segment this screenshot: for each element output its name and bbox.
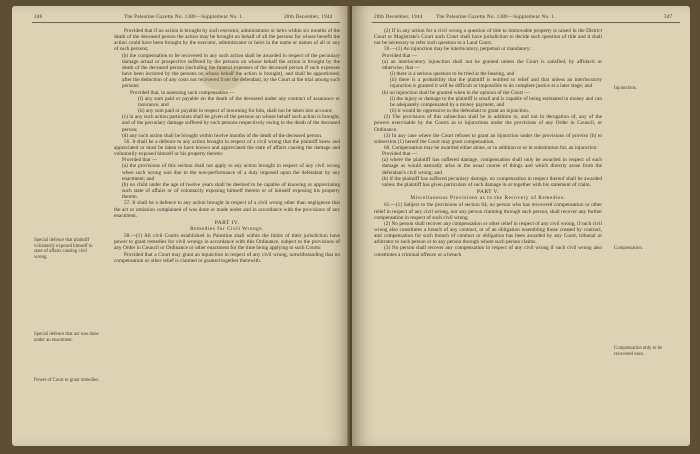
margin-note: Compensation. [614,246,643,251]
paragraph: (ii) there is a probability that the plaintiff is entitled to relief and that unless an interlocutory injunction is granted it will be difficult or impossible to do complete justice at a later stage; and [390,77,602,90]
paragraph: (a) where the plaintiff has suffered damage, compensation shall only be awarded in respect of such damage as would naturally arise in the usual course of things and which directly arose from the defendant's civil wrong; and [382,157,602,176]
paragraph: (2) The provisions of this subsection shall be in addition to, and not in derogation of, any of the powers exercisable by the Courts as to injunctions under the provisions of any Order in Council, or Ordinance. [374,114,602,133]
header-title-right: The Palestine Gazette No. 1380—Supplement No. 1. [436,14,556,20]
paragraph: 56. It shall be a defence to any action brought in respect of a civil wrong that the plaintiff knew and appreciated or must be taken to have known and appreciated the state of affairs causing the damage and voluntarily exposed himself or his property thereto: [114,138,340,158]
header-title-left: The Palestine Gazette No. 1380—Supplement No. 1. [124,14,244,20]
paragraph: 58.—(1) All civil Courts established in Palestine shall within the limits of their jurisdiction have power to grant remedies for civil wrongs in accordance with this Ordinance, subject to the provisions of any Order in Council or Ordinance or other enactment for the time being applying to such Courts: [114,233,340,252]
left-body-text [114,28,340,264]
right-body-text [374,28,602,258]
paragraph: 61.—(1) Subject to the provisions of section 64, no person who has recovered compensation or other relief in respect of any civil wrong, nor any person claiming through such person, shall recover any further compensation in respect of such civil wrong. [374,202,602,221]
paragraph: 57. It shall be a defence to any action brought in respect of a civil wrong other than negligence that the act or omission complained of was done or made under and in accordance with the provisions of any enactment. [114,200,340,219]
part-title: PART V. [476,189,500,196]
margin-note: Injunctions. [614,86,637,91]
header-rule-right [372,22,680,23]
paragraph: (b) no child under the age of twelve years shall be deemed to be capable of knowing or appreciating such state of affairs or of voluntarily exposing himself thereto or of himself exposing his property thereto. [122,181,340,201]
paragraph: Provided that — [382,52,418,59]
paragraph: Provided that, in assessing such compensation — [130,89,235,96]
paragraph: (2) If in any action for a civil wrong a question of title to immovable property is raised in the District Court or Magistrate's Court such Court shall have jurisdiction to decide such question of title and it shall not be necessary to refer such question to a Land Court. [374,28,602,47]
left-page [12,6,350,446]
right-page [352,6,690,446]
header-date-left: 28th December, 1944 [284,14,333,20]
paragraph: (a) an interlocutory injunction shall not be granted unless the Court is satisfied, by affidavit or otherwise, that — [382,58,602,71]
page-number-right: 347 [664,14,673,20]
paragraph: (b) the compensation to be recovered in any such action shall be awarded in respect of the pecuniary damage actual or prospective suffered by the persons on whose behalf the action is brought by the death of the deceased person (including the funeral expenses of the deceased person if such expenses have been incurred by the persons on whose behalf the action is brought), and shall be apportioned, after the deduction of any costs not recovered from the defendant, by the Court at the trial among such persons: [122,52,340,90]
part-subtitle: Miscellaneous Provisions as to the Recovery of Remedies. [410,195,566,202]
paragraph: (d) any such action shall be brought within twelve months of the death of the deceased person. [122,132,323,139]
header-date-right: 28th December, 1944 [374,14,423,20]
paragraph: (i) any sum paid or payable on the death of the deceased under any contract of assurance or insurance, and [138,95,340,108]
paragraph: 59.—(1) An injunction may be interlocutory, perpetual or mandatory: [384,46,532,53]
paragraph: Provided that a Court may grant an injunction in respect of any civil wrong, notwithstanding that no compensation or other relief is claimed or granted together therewith. [114,251,340,264]
paragraph: (3) No person shall recover any compensation in respect of any civil wrong if such civil wrong also constitutes a criminal offence or a breach [374,245,602,258]
paragraph: (ii) it would be oppressive to the defendant to grant an injunction. [390,108,530,115]
paragraph: (a) the provisions of this section shall not apply to any action brought in respect of any civil wrong when such wrong was due to the non-performance of a duty imposed upon the defendant by any enactment; and [122,163,340,182]
paragraph: (c) in any such action particulars shall be given of the persons on whose behalf such action is brought, and of the pecuniary damage suffered by such persons respectively owing to the death of the deceased person; [122,114,340,133]
part-subtitle: Remedies for Civil Wrongs. [190,226,264,232]
page-number-left: 346 [34,14,43,20]
paragraph: (i) the injury or damage to the plaintiff is small and is capable of being estimated in money and can be adequately compensated by a money payment, and [390,95,602,108]
page-stain [202,66,242,90]
margin-note: Special defence that act was done under an enactment. [34,332,99,343]
paragraph: (i) there is a serious question to be tried at the hearing, and [390,71,515,78]
paragraph: 60. Compensation may be awarded either alone, or in addition to or in substitution for, an injunction: [384,144,598,151]
margin-note: Compensation only to be recovered once. [614,346,663,357]
paragraph: Provided that if no action is brought by such executor, administrator or heirs within six months of the death of the deceased person the action may be brought on behalf of all the persons for whose benefit the action could have been brought by the executor, administrator or heirs in the name or names of all or any of such persons; [114,28,340,53]
margin-note: Power of Court to grant remedies. [34,378,100,383]
paragraph: (ii) any sum paid or payable in respect of mourning for him, shall not be taken into account; [138,108,333,115]
paragraph: Provided that — [122,157,158,164]
header-rule-left [32,22,340,23]
paragraph: (2) No person shall recover any compensation or other relief in respect of any civil wrong, if such civil wrong also constitutes a breach of any contract, or of an obligation resembling those created by contract, and compensation for such breach of contract or obligation has been awarded by any Court, tribunal or arbitrator to such person or to any person through whom such person claims. [374,220,602,246]
paragraph: (3) In any case where the Court refuses to grant an injunction under the provisions of proviso (b) to subsection (1) hereof the Court may grant compensation. [374,132,602,145]
part-title: PART IV. [214,219,240,226]
paragraph: (b) if the plaintiff has suffered pecuniary damage, no compensation in respect thereof shall be awarded unless the plaintiff has given particulars of such damage in or together with his statement of claim. [382,175,602,188]
paragraph: Provided that — [382,151,418,158]
paragraph: (b) no injunction shall be granted when in the opinion of the Court — [382,89,530,96]
margin-note: Special defence that plaintiff voluntarily exposed himself to state of affairs causing civil wrong. [34,238,93,260]
